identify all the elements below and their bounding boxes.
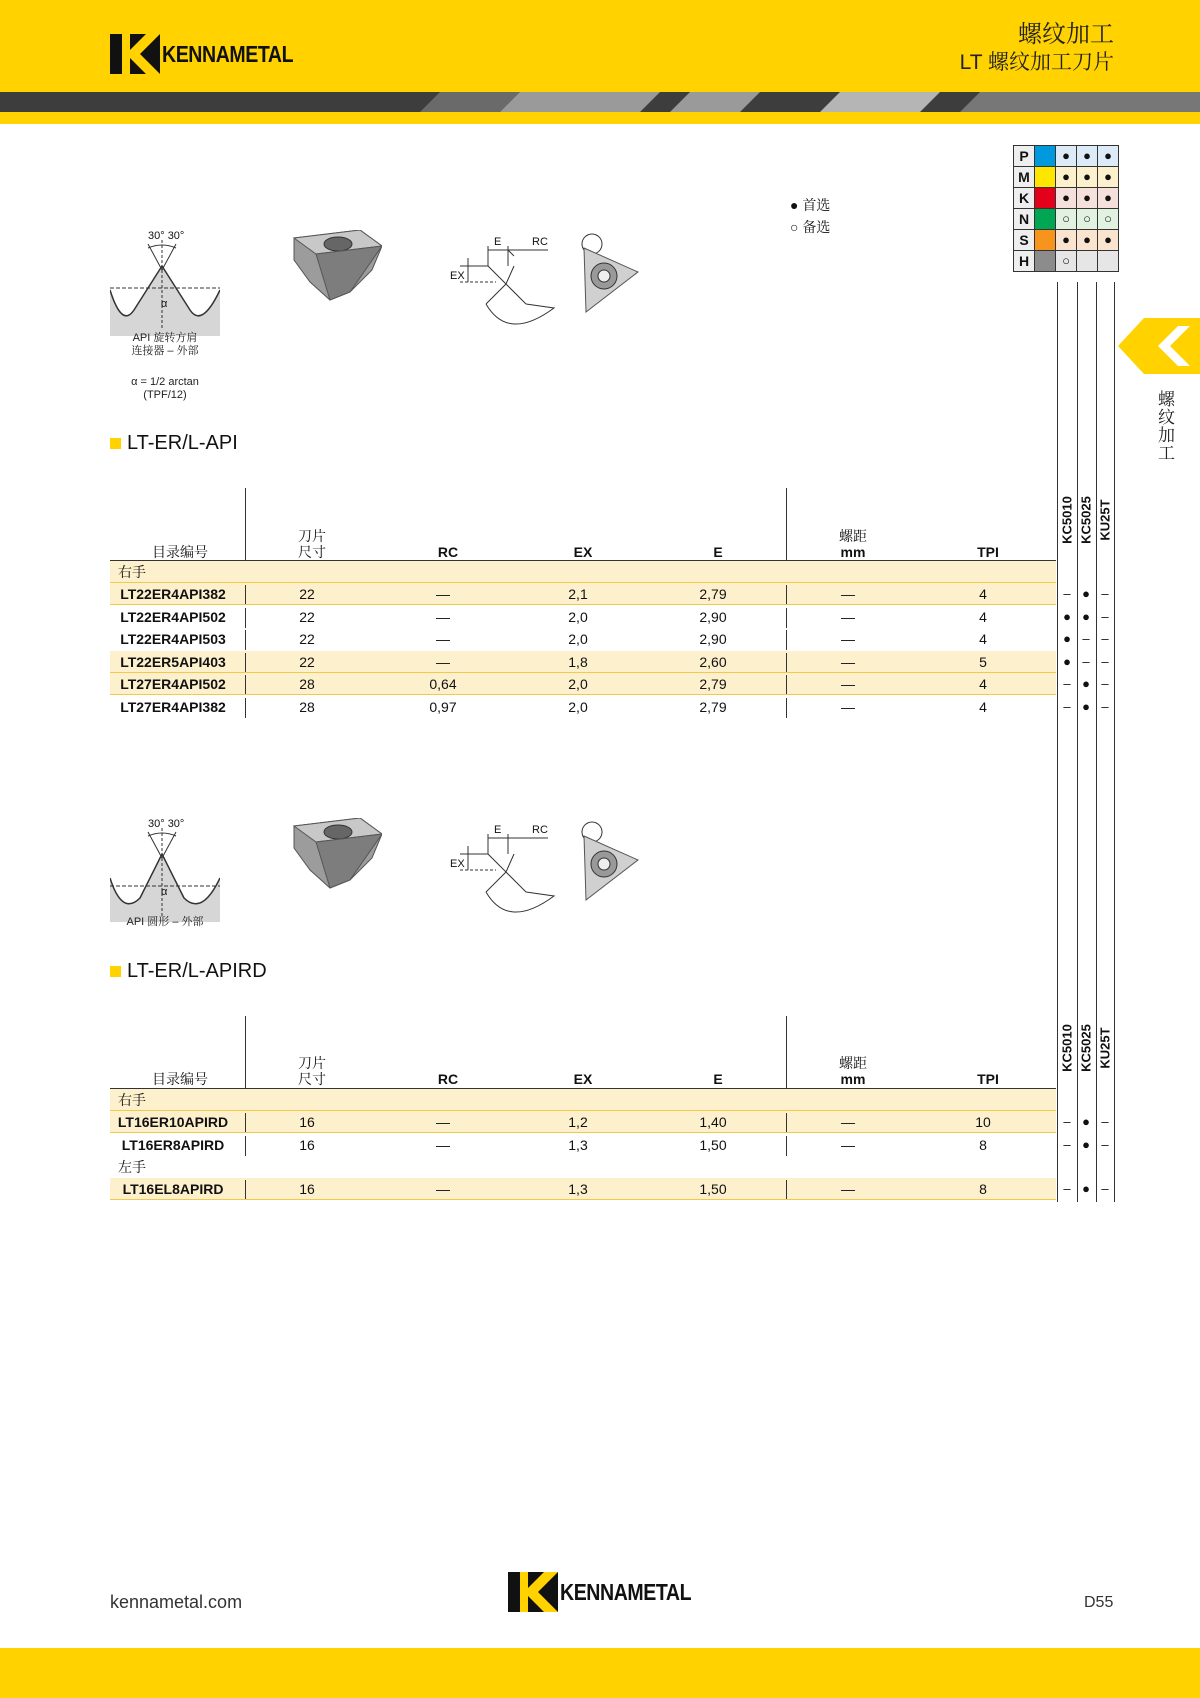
cell-ex: 1,8 (568, 653, 588, 670)
col-pitch: 螺距 mm (839, 528, 867, 560)
grade-head-kc5025: KC5025 (1078, 1024, 1094, 1072)
insert-iso-image-2 (290, 818, 382, 894)
insert-iso-image-1 (290, 230, 382, 306)
table-row (110, 651, 1109, 673)
row-sep (786, 630, 787, 650)
col-ex: EX (573, 544, 593, 560)
dim-e: E (494, 236, 502, 248)
cell-size: 22 (299, 586, 315, 602)
cell-rc: — (436, 586, 450, 602)
cell-grade-mark: – (1101, 586, 1109, 601)
stripe-pattern (0, 92, 1200, 112)
table-row (110, 1111, 1109, 1133)
footer-brand: KENNAMETAL (560, 1578, 692, 1605)
legend-preferred: ● 首选 (790, 197, 831, 213)
insert-top-view-image-2 (578, 820, 648, 904)
cell-tpi: 10 (975, 1114, 991, 1130)
table-row (110, 628, 1109, 650)
grade-panel (1013, 145, 1119, 272)
table2-sep (245, 1016, 246, 1088)
cell-tpi: 4 (979, 631, 987, 647)
footer-website[interactable]: kennametal.com (110, 1592, 243, 1612)
col-rc: RC (437, 1071, 459, 1087)
table-row (110, 696, 1109, 718)
cell-pitch: — (841, 698, 855, 715)
cell-pitch: — (841, 676, 855, 692)
cell-pitch: — (841, 631, 855, 647)
dim-ex: EX (450, 858, 465, 870)
insert-geometry-diagram-2 (448, 824, 568, 924)
row-sep (786, 585, 787, 605)
insert-geometry-icon (448, 824, 568, 924)
legend (790, 194, 830, 238)
cell-code: LT16EL8APIRD (122, 1181, 224, 1197)
col-pitch: 螺距 mm (839, 1055, 867, 1087)
cell-grade-mark: – (1063, 1136, 1071, 1152)
cell-grade-mark: – (1101, 631, 1109, 646)
cell-code: LT16ER10APIRD (117, 1114, 229, 1130)
col-size: 刀片 尺寸 (298, 528, 326, 560)
cell-tpi: 5 (979, 653, 987, 670)
cell-grade-mark: – (1101, 1181, 1109, 1196)
cell-e: 2,60 (699, 653, 727, 670)
material-code: S (1014, 230, 1035, 251)
row-sep (245, 1113, 246, 1133)
cell-rc: — (436, 1181, 450, 1197)
header-underline (0, 112, 1200, 124)
cell-pitch: — (841, 608, 855, 625)
cell-grade-mark: ● (1082, 698, 1090, 714)
thread-profile-icon (110, 240, 220, 338)
angle-label: 30° 30° (148, 230, 185, 242)
cell-size: 28 (299, 676, 315, 692)
cell-ex: 2,0 (568, 608, 588, 625)
row-sep (245, 698, 246, 718)
cell-grade-mark: – (1101, 653, 1109, 669)
cell-grade-mark: – (1101, 676, 1109, 691)
cell-ex: 2,1 (568, 586, 588, 602)
grade-head-ku25t: KU25T (1097, 1027, 1113, 1069)
cell-ex: 2,0 (568, 676, 588, 692)
material-grade-mark: ● (1056, 146, 1077, 167)
yellow-square-icon (110, 438, 121, 449)
col-tpi: TPI (977, 544, 999, 560)
dim-ex: EX (450, 270, 465, 282)
row-sep (786, 608, 787, 628)
cell-e: 2,90 (699, 608, 727, 625)
material-grade-mark: ● (1077, 146, 1098, 167)
material-grade-mark (1077, 251, 1098, 272)
section-label: 左手 (118, 1159, 146, 1175)
cell-rc: 0,64 (429, 676, 457, 692)
row-sep (786, 1180, 787, 1200)
cell-grade-mark: – (1101, 698, 1109, 714)
grade-head-ku25t: KU25T (1097, 499, 1113, 541)
cell-pitch: — (841, 653, 855, 670)
material-code: P (1014, 146, 1035, 167)
insert-geometry-diagram-1 (448, 236, 568, 336)
material-grade-mark: ● (1056, 167, 1077, 188)
dim-rc: RC (532, 236, 548, 248)
material-color-swatch (1035, 251, 1056, 272)
material-row-s (1014, 230, 1119, 251)
table-row (110, 1134, 1109, 1156)
diagram2-caption: API 圆形 – 外部 (126, 916, 204, 928)
row-sep (245, 675, 246, 695)
material-row-h (1014, 251, 1119, 272)
material-color-swatch (1035, 209, 1056, 230)
angle-label: 30° 30° (148, 818, 185, 830)
section-row (110, 1156, 1056, 1178)
material-row-p (1014, 146, 1119, 167)
cell-grade-mark: – (1082, 631, 1090, 646)
cell-grade-mark: – (1063, 1114, 1071, 1129)
cell-grade-mark: – (1063, 676, 1071, 691)
cell-e: 1,40 (699, 1114, 727, 1130)
grade-head-kc5010: KC5010 (1059, 496, 1075, 544)
table1-sep (245, 488, 246, 560)
grade-col-line (1114, 282, 1115, 1202)
side-tab-chevron-icon (1118, 318, 1200, 374)
material-grade-mark: ○ (1056, 251, 1077, 272)
cell-pitch: — (841, 1114, 855, 1130)
cell-size: 16 (299, 1136, 315, 1153)
cell-tpi: 8 (979, 1136, 987, 1153)
material-grade-mark: ● (1077, 188, 1098, 209)
cell-e: 2,79 (699, 698, 727, 715)
cell-e: 2,79 (699, 586, 727, 602)
col-rc: RC (437, 544, 459, 560)
col-ex: EX (573, 1071, 593, 1087)
material-grade-mark: ● (1077, 167, 1098, 188)
cell-tpi: 4 (979, 676, 987, 692)
material-grade-mark: ● (1098, 167, 1119, 188)
cell-size: 16 (299, 1181, 315, 1197)
section-label: 右手 (118, 1092, 146, 1108)
cell-code: LT22ER4API382 (120, 586, 226, 602)
diagram1-formula: α = 1/2 arctan (TPF/12) (131, 376, 199, 401)
cell-e: 1,50 (699, 1181, 727, 1197)
footer-band (0, 1648, 1200, 1698)
table-row (110, 1178, 1109, 1200)
cell-grade-mark: ● (1063, 653, 1071, 669)
cell-grade-mark: ● (1082, 1114, 1090, 1129)
col-e: E (713, 1071, 723, 1087)
material-row-n (1014, 209, 1119, 230)
material-grade-mark: ● (1098, 188, 1119, 209)
insert-top-view-image-1 (578, 232, 648, 316)
cell-grade-mark: ● (1082, 676, 1090, 691)
material-row-m (1014, 167, 1119, 188)
round-thread-profile-icon (110, 828, 220, 924)
material-color-swatch (1035, 146, 1056, 167)
col-catalog: 目录编号 (152, 1071, 208, 1087)
material-grade-mark: ○ (1056, 209, 1077, 230)
cell-ex: 1,3 (568, 1181, 588, 1197)
cell-code: LT22ER5API403 (120, 653, 226, 670)
cell-grade-mark: ● (1063, 608, 1071, 624)
cell-grade-mark: – (1101, 1136, 1109, 1152)
header-logo (110, 34, 316, 74)
cell-ex: 1,3 (568, 1136, 588, 1153)
material-grade-mark: ● (1098, 230, 1119, 251)
cell-rc: — (436, 608, 450, 625)
material-grade-mark: ● (1056, 230, 1077, 251)
material-color-swatch (1035, 230, 1056, 251)
row-sep (245, 630, 246, 650)
dim-e: E (494, 824, 502, 836)
row-sep (245, 653, 246, 673)
yellow-square-icon (110, 966, 121, 977)
table-row (110, 673, 1109, 695)
cell-pitch: — (841, 1136, 855, 1153)
filled-dot-icon: ● (790, 197, 799, 213)
col-catalog: 目录编号 (152, 544, 208, 560)
dim-rc: RC (532, 824, 548, 836)
material-grade-mark: ○ (1077, 209, 1098, 230)
material-color-swatch (1035, 167, 1056, 188)
section-label: 右手 (118, 564, 146, 580)
page-number: D55 (1084, 1594, 1114, 1611)
row-sep (786, 698, 787, 718)
cell-code: LT27ER4API382 (120, 698, 226, 715)
cell-tpi: 4 (979, 698, 987, 715)
cell-grade-mark: ● (1082, 608, 1090, 624)
material-grade-mark: ○ (1098, 209, 1119, 230)
row-sep (245, 1136, 246, 1156)
cell-ex: 2,0 (568, 698, 588, 715)
cell-code: LT22ER4API503 (120, 631, 226, 647)
cell-size: 16 (299, 1114, 315, 1130)
cell-rc: — (436, 631, 450, 647)
section-row (110, 1089, 1056, 1111)
cell-grade-mark: ● (1082, 586, 1090, 601)
cell-grade-mark: ● (1082, 1181, 1090, 1196)
kennametal-k-icon (110, 34, 160, 74)
kennametal-k-icon (508, 1572, 558, 1612)
alpha-label: α (161, 886, 168, 898)
material-grade-mark: ● (1056, 188, 1077, 209)
col-e: E (713, 544, 723, 560)
alpha-label: α (161, 298, 168, 310)
cell-code: LT22ER4API502 (120, 608, 226, 625)
cell-size: 22 (299, 631, 315, 647)
cell-tpi: 4 (979, 586, 987, 602)
section-row (110, 561, 1056, 583)
cell-size: 22 (299, 608, 315, 625)
material-grade-mark (1098, 251, 1119, 272)
cell-grade-mark: – (1063, 586, 1071, 601)
cell-code: LT27ER4API502 (120, 676, 226, 692)
cell-rc: 0,97 (429, 698, 457, 715)
table1-sep (786, 488, 787, 560)
cell-e: 1,50 (699, 1136, 727, 1153)
grade-head-kc5010: KC5010 (1059, 1024, 1075, 1072)
legend-alternate: ○ 备选 (790, 219, 831, 235)
cell-ex: 1,2 (568, 1114, 588, 1130)
cell-rc: — (436, 1136, 450, 1153)
table2-sep (786, 1016, 787, 1088)
material-code: K (1014, 188, 1035, 209)
cell-e: 2,90 (699, 631, 727, 647)
cell-pitch: — (841, 586, 855, 602)
cell-e: 2,79 (699, 676, 727, 692)
cell-rc: — (436, 653, 450, 670)
material-grade-mark: ● (1077, 230, 1098, 251)
table-row (110, 583, 1109, 605)
page-title: 螺纹加工 (1018, 21, 1114, 48)
cell-pitch: — (841, 1181, 855, 1197)
row-sep (786, 1113, 787, 1133)
row-sep (786, 653, 787, 673)
cell-rc: — (436, 1114, 450, 1130)
cell-code: LT16ER8APIRD (121, 1136, 225, 1153)
cell-grade-mark: – (1101, 1114, 1109, 1129)
row-sep (786, 1136, 787, 1156)
table1-title: LT-ER/L-API (110, 432, 238, 455)
cell-size: 22 (299, 653, 315, 670)
table2-title: LT-ER/L-APIRD (110, 960, 267, 983)
cell-grade-mark: – (1063, 1181, 1071, 1196)
material-code: N (1014, 209, 1035, 230)
cell-tpi: 4 (979, 608, 987, 625)
cell-grade-mark: – (1082, 653, 1090, 669)
col-tpi: TPI (977, 1071, 999, 1087)
grade-head-kc5025: KC5025 (1078, 496, 1094, 544)
cell-size: 28 (299, 698, 315, 715)
cell-grade-mark: ● (1063, 631, 1071, 646)
material-code: H (1014, 251, 1035, 272)
table-row (110, 606, 1109, 628)
material-color-swatch (1035, 188, 1056, 209)
insert-geometry-icon (448, 236, 568, 336)
material-row-k (1014, 188, 1119, 209)
footer-logo (508, 1572, 714, 1612)
page-subtitle: LT 螺纹加工刀片 (959, 51, 1114, 74)
cell-ex: 2,0 (568, 631, 588, 647)
cell-grade-mark: – (1101, 608, 1109, 624)
cell-tpi: 8 (979, 1181, 987, 1197)
material-code: M (1014, 167, 1035, 188)
row-sep (245, 608, 246, 628)
cell-grade-mark: – (1063, 698, 1071, 714)
row-sep (245, 1180, 246, 1200)
col-size: 刀片 尺寸 (298, 1055, 326, 1087)
side-tab-label: 螺纹加工 (1155, 390, 1174, 462)
row-sep (786, 675, 787, 695)
diagram1-caption: API 旋转方肩 连接器 – 外部 (131, 332, 199, 357)
cell-grade-mark: ● (1082, 1136, 1090, 1152)
open-dot-icon: ○ (790, 219, 799, 235)
row-sep (245, 585, 246, 605)
header-stripe (0, 92, 1200, 112)
material-grade-mark: ● (1098, 146, 1119, 167)
header-brand: KENNAMETAL (162, 40, 294, 67)
